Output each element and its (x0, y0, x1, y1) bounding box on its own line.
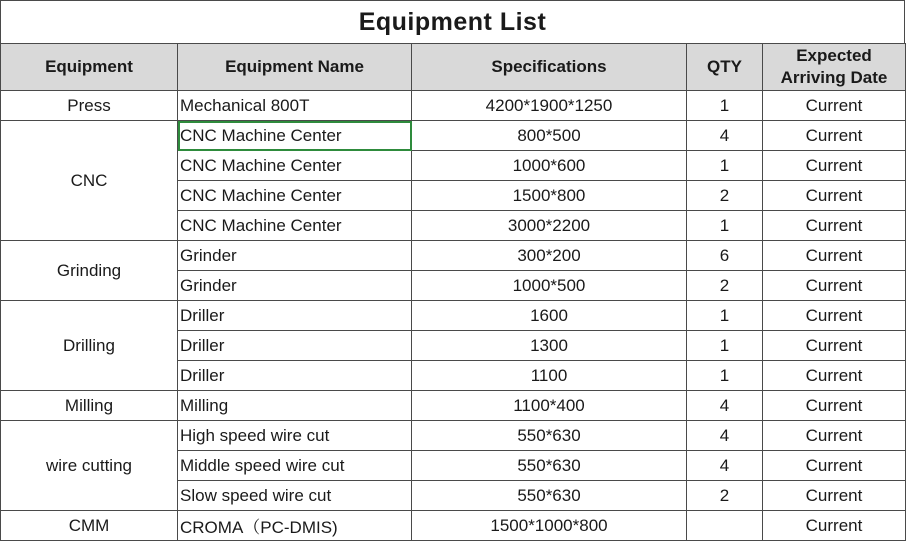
table-row (1, 301, 906, 331)
table-row (1, 421, 906, 451)
spec-cell[interactable]: 300*200 (412, 241, 687, 271)
qty-cell[interactable]: 1 (687, 361, 763, 391)
name-cell[interactable]: Driller (178, 331, 412, 361)
header-row (1, 44, 906, 91)
qty-cell[interactable]: 4 (687, 121, 763, 151)
equipment-table (0, 43, 906, 541)
name-cell[interactable]: CROMA（PC-DMIS) (178, 511, 412, 541)
header-equipment-name[interactable]: Equipment Name (178, 44, 412, 91)
name-cell[interactable]: Mechanical 800T (178, 91, 412, 121)
table-row (1, 511, 906, 541)
date-cell[interactable]: Current (763, 331, 906, 361)
qty-cell[interactable]: 6 (687, 241, 763, 271)
group-grinding[interactable]: Grinding (1, 241, 178, 301)
name-cell[interactable]: CNC Machine Center (178, 211, 412, 241)
name-cell[interactable]: Grinder (178, 241, 412, 271)
date-cell[interactable]: Current (763, 271, 906, 301)
qty-cell[interactable]: 1 (687, 301, 763, 331)
group-press[interactable]: Press (1, 91, 178, 121)
name-cell[interactable]: Slow speed wire cut (178, 481, 412, 511)
qty-cell[interactable]: 1 (687, 331, 763, 361)
name-cell[interactable]: Middle speed wire cut (178, 451, 412, 481)
table-row (1, 241, 906, 271)
date-cell[interactable]: Current (763, 361, 906, 391)
name-cell[interactable]: CNC Machine Center (178, 181, 412, 211)
header-qty[interactable]: QTY (687, 44, 763, 91)
qty-cell[interactable]: 1 (687, 151, 763, 181)
date-cell[interactable]: Current (763, 391, 906, 421)
spec-cell[interactable]: 1500*1000*800 (412, 511, 687, 541)
spec-cell[interactable]: 4200*1900*1250 (412, 91, 687, 121)
date-cell[interactable]: Current (763, 481, 906, 511)
qty-cell[interactable]: 1 (687, 91, 763, 121)
qty-cell[interactable]: 2 (687, 481, 763, 511)
group-wire-cutting[interactable]: wire cutting (1, 421, 178, 511)
spec-cell[interactable]: 3000*2200 (412, 211, 687, 241)
spec-cell[interactable]: 550*630 (412, 421, 687, 451)
header-specifications[interactable]: Specifications (412, 44, 687, 91)
date-cell[interactable]: Current (763, 511, 906, 541)
name-cell[interactable]: Milling (178, 391, 412, 421)
table-row (1, 391, 906, 421)
group-drilling[interactable]: Drilling (1, 301, 178, 391)
date-cell[interactable]: Current (763, 451, 906, 481)
qty-cell[interactable]: 4 (687, 391, 763, 421)
sheet-title[interactable]: Equipment List (0, 0, 905, 43)
table-row (1, 121, 906, 151)
table-row (1, 91, 906, 121)
group-milling[interactable]: Milling (1, 391, 178, 421)
spec-cell[interactable]: 1000*500 (412, 271, 687, 301)
name-cell[interactable]: Grinder (178, 271, 412, 301)
name-cell-selected[interactable]: CNC Machine Center (178, 121, 412, 151)
date-cell[interactable]: Current (763, 301, 906, 331)
header-equipment[interactable]: Equipment (1, 44, 178, 91)
qty-cell[interactable]: 4 (687, 451, 763, 481)
spec-cell[interactable]: 550*630 (412, 451, 687, 481)
date-cell[interactable]: Current (763, 241, 906, 271)
name-cell[interactable]: Driller (178, 361, 412, 391)
spec-cell[interactable]: 1300 (412, 331, 687, 361)
header-expected-arriving-date[interactable] (763, 44, 906, 91)
date-cell[interactable]: Current (763, 91, 906, 121)
group-cnc[interactable]: CNC (1, 121, 178, 241)
name-cell[interactable]: CNC Machine Center (178, 151, 412, 181)
date-cell[interactable]: Current (763, 151, 906, 181)
spec-cell[interactable]: 1600 (412, 301, 687, 331)
spec-cell[interactable]: 1500*800 (412, 181, 687, 211)
spec-cell[interactable]: 1100*400 (412, 391, 687, 421)
name-cell[interactable]: High speed wire cut (178, 421, 412, 451)
qty-cell[interactable] (687, 511, 763, 541)
date-cell[interactable]: Current (763, 181, 906, 211)
qty-cell[interactable]: 1 (687, 211, 763, 241)
spec-cell[interactable]: 800*500 (412, 121, 687, 151)
qty-cell[interactable]: 2 (687, 271, 763, 301)
qty-cell[interactable]: 4 (687, 421, 763, 451)
date-cell[interactable]: Current (763, 211, 906, 241)
date-cell[interactable]: Current (763, 421, 906, 451)
header-expected-line1: Expected (796, 46, 872, 65)
spec-cell[interactable]: 1100 (412, 361, 687, 391)
qty-cell[interactable]: 2 (687, 181, 763, 211)
name-cell[interactable]: Driller (178, 301, 412, 331)
date-cell[interactable]: Current (763, 121, 906, 151)
header-expected-line2: Arriving Date (780, 68, 888, 87)
spec-cell[interactable]: 550*630 (412, 481, 687, 511)
spec-cell[interactable]: 1000*600 (412, 151, 687, 181)
group-cmm[interactable]: CMM (1, 511, 178, 541)
